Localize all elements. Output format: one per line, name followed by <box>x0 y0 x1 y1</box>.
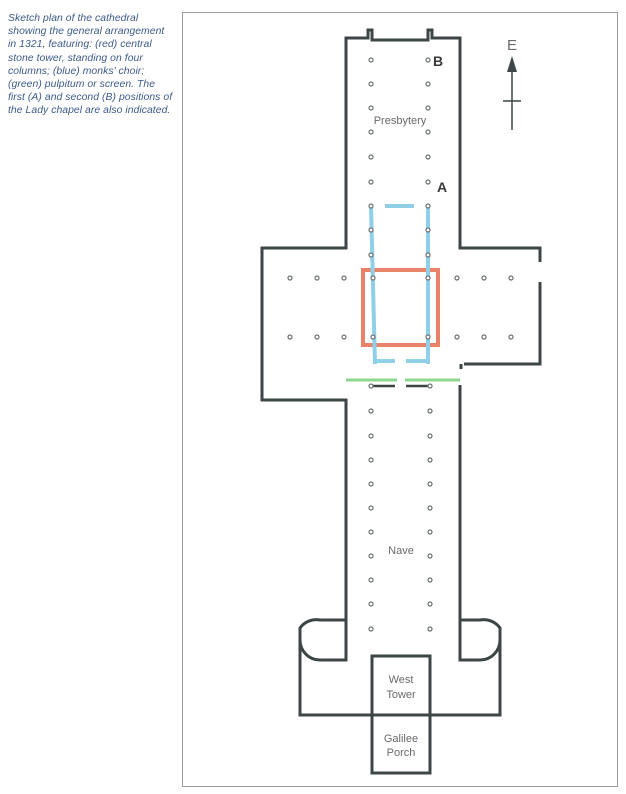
column <box>428 578 432 582</box>
column <box>428 482 432 486</box>
column <box>426 253 430 257</box>
compass-arrowhead <box>507 56 517 72</box>
column <box>455 276 459 280</box>
column <box>369 58 373 62</box>
column <box>369 82 373 86</box>
column <box>455 335 459 339</box>
column <box>288 276 292 280</box>
column <box>426 228 430 232</box>
column <box>369 253 373 257</box>
column <box>509 276 513 280</box>
column <box>369 204 373 208</box>
column <box>369 155 373 159</box>
walls <box>262 30 540 773</box>
column <box>369 506 373 510</box>
column <box>369 554 373 558</box>
caption: Sketch plan of the cathedral showing the general arrangement in 1321, featuring: (red) central stone tower, standing on four columns; (blue) monks' choir; (green) pulpitum or screen. The first (A) and second (B) positions of the Lady chapel are also indicated. <box>8 13 173 117</box>
column <box>426 180 430 184</box>
column <box>369 627 373 631</box>
column <box>369 106 373 110</box>
column <box>426 335 430 339</box>
column <box>315 335 319 339</box>
column <box>426 204 430 208</box>
column <box>426 130 430 134</box>
column <box>426 58 430 62</box>
column <box>482 276 486 280</box>
column <box>428 554 432 558</box>
column <box>369 578 373 582</box>
west-tower-label-line1: West <box>388 674 414 686</box>
column <box>428 409 432 413</box>
position-a-label: A <box>437 179 448 195</box>
column <box>369 228 373 232</box>
column <box>509 335 513 339</box>
column <box>426 106 430 110</box>
presbytery-label: Presbytery <box>373 115 427 127</box>
monks-choir <box>371 206 428 364</box>
position-b-label: B <box>433 53 444 69</box>
column <box>369 409 373 413</box>
nave-label: Nave <box>388 545 414 557</box>
column <box>426 155 430 159</box>
west-tower-label-line2: Tower <box>386 689 416 701</box>
north-transept-east-wall <box>464 282 540 364</box>
column <box>428 602 432 606</box>
column <box>428 506 432 510</box>
column <box>428 434 432 438</box>
column <box>369 180 373 184</box>
galilee-porch-label-line1: Galilee <box>383 733 419 745</box>
column <box>428 627 432 631</box>
south-west-chapel <box>300 620 346 660</box>
column <box>426 82 430 86</box>
column <box>371 335 375 339</box>
column <box>428 530 432 534</box>
column <box>426 276 430 280</box>
compass <box>503 37 521 130</box>
west-front-south <box>300 640 372 715</box>
west-front-north <box>430 640 500 715</box>
column <box>369 482 373 486</box>
column <box>371 276 375 280</box>
column <box>369 530 373 534</box>
galilee-porch-label-line2: Porch <box>386 747 416 759</box>
column <box>369 130 373 134</box>
column <box>288 335 292 339</box>
column <box>428 458 432 462</box>
column <box>342 335 346 339</box>
column <box>369 384 373 388</box>
compass-label: E <box>506 37 518 54</box>
column <box>315 276 319 280</box>
column <box>482 335 486 339</box>
column <box>369 458 373 462</box>
column <box>369 602 373 606</box>
column <box>369 434 373 438</box>
column <box>428 384 432 388</box>
north-west-chapel <box>460 620 500 660</box>
column <box>342 276 346 280</box>
